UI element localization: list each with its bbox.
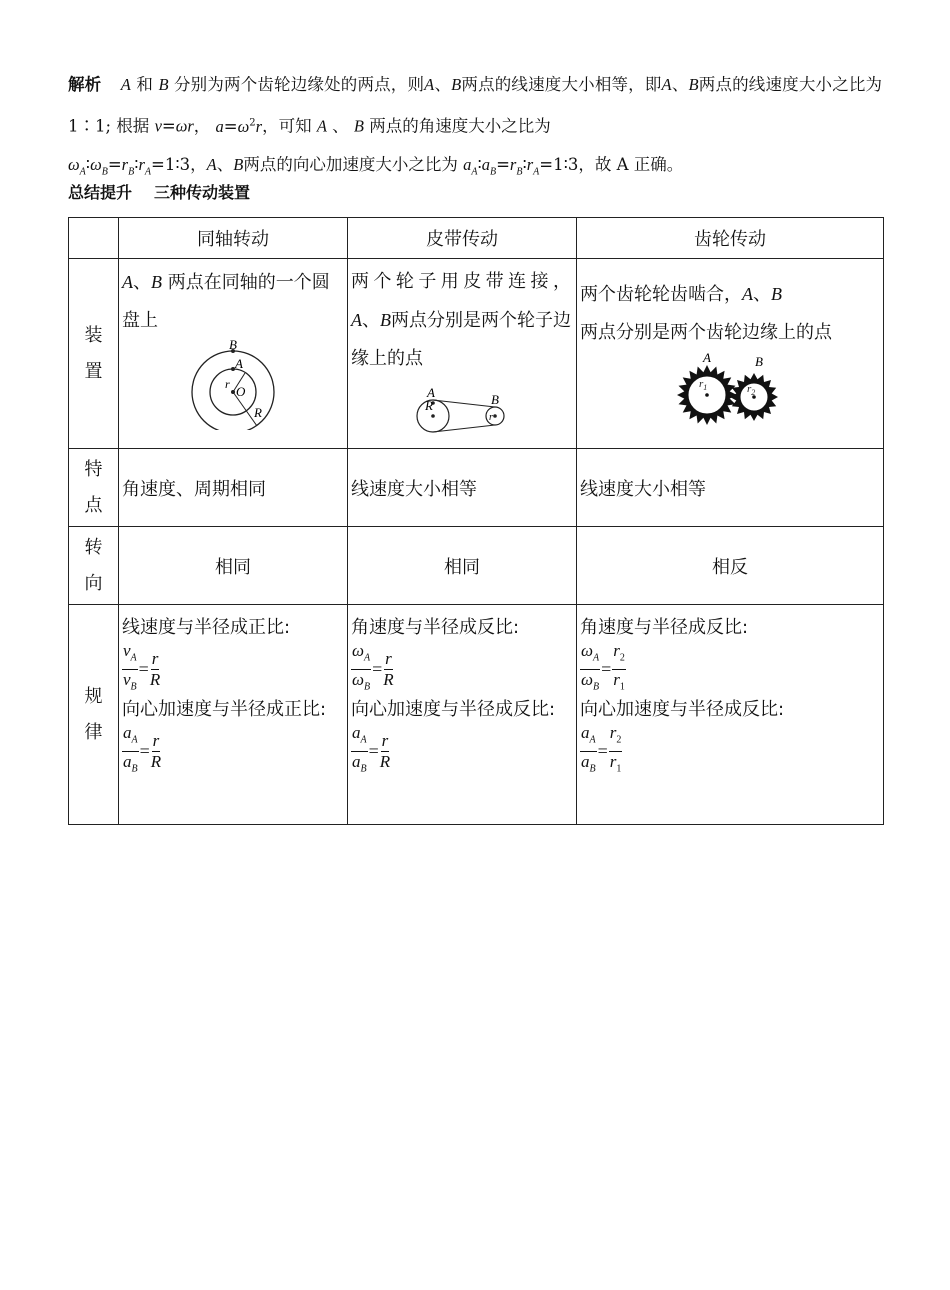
row-label-law: 规律 [69, 605, 119, 825]
formula-v: v=ωr [154, 116, 194, 136]
gear-large-icon [677, 365, 737, 425]
belt-pulley-figure [411, 378, 511, 438]
svg-text:r2: $r_2$ [747, 383, 756, 397]
row-label-direction: 转向 [69, 527, 119, 605]
header-belt: 皮带传动 [348, 218, 577, 259]
svg-text:A: A [703, 352, 711, 365]
formula-omega-ratio: $\frac{\omega_A}{\omega_B}$ = $\frac{r_2}{r_1}$ [581, 641, 625, 692]
cell-device-belt: 两个轮子用皮带连接， A、B两点分别是两个轮子边缘上的点 A R B r [348, 259, 577, 449]
formula-a-ratio: $\frac{a_A}{a_B}$ = $\frac{r_2}{r_1}$ [581, 723, 622, 774]
analysis-text: 两点的向心加速度大小之比为 [243, 154, 458, 174]
svg-text:A: A [427, 385, 435, 400]
row-label-device: 装置 [69, 259, 119, 449]
analysis-text: ， [193, 116, 211, 136]
analysis-text: 、 [332, 116, 349, 136]
cell-law-coaxial: 线速度与半径成正比: $\frac{v_A}{v_B}$ = $\frac{r}{R}$ 向心加速度与半径成正比: $\frac{a_A}{a_B}$ = $\frac{r}{R}$ [119, 605, 348, 825]
svg-text:B: B [491, 392, 499, 407]
svg-text:B: B [755, 354, 763, 369]
table-row-law [69, 605, 884, 825]
analysis-text: 、 [434, 75, 452, 94]
analysis-text: 、 [671, 75, 689, 94]
gear-mesh-figure [675, 352, 785, 427]
summary-label: 总结提升 [68, 183, 133, 202]
formula-v-ratio: $\frac{v_A}{v_B}$ = $\frac{r}{R}$ [123, 641, 161, 692]
cell-direction-gear: 相反 [577, 527, 884, 605]
cell-device-coaxial: A、B 两点在同轴的一个圆盘上 B A r O R [119, 259, 348, 449]
point-a: A [120, 75, 131, 94]
row-label-feature: 特点 [69, 449, 119, 527]
transmission-table [68, 217, 884, 825]
analysis-text: 、 [216, 154, 234, 174]
cell-law-gear: 角速度与半径成反比: $\frac{\omega_A}{\omega_B}$ = $\frac{r_2}{r_1}$ 向心加速度与半径成反比: $\frac{a_A}{a_B}$ = $\frac{r_2}{r_1}$ [577, 605, 884, 825]
table-row-device [69, 259, 884, 449]
table-row-feature [69, 449, 884, 527]
cell-feature-coaxial: 角速度、周期相同 [119, 449, 348, 527]
svg-text:R: R [254, 405, 262, 420]
analysis-text: 两点的角速度大小之比为 [369, 116, 551, 136]
svg-text:r: r [225, 377, 230, 391]
ratio-omega: $\omega_A∶\omega_B=r_B∶r_A=1∶3$ [68, 154, 191, 177]
analysis-text: ，可知 [262, 116, 312, 136]
formula-a-ratio: $\frac{a_A}{a_B}$ = $\frac{r}{R}$ [352, 723, 391, 774]
header-empty [69, 218, 119, 259]
header-coaxial: 同轴转动 [119, 218, 348, 259]
table-row-direction [69, 527, 884, 605]
svg-text:R: R [425, 398, 433, 413]
cell-device-gear: 两个齿轮轮齿啮合，A、B两点分别是两个齿轮边缘上的点 A B $r_1$ $r_2$ [577, 259, 884, 449]
analysis-label: 解析 [68, 75, 102, 94]
summary-title: 三种传动装置 [154, 183, 251, 202]
coaxial-disc-figure [183, 340, 283, 430]
cell-direction-coaxial: 相同 [119, 527, 348, 605]
cell-feature-belt: 线速度大小相等 [348, 449, 577, 527]
analysis-text: 两点的线速度大小相等，即 [461, 75, 662, 94]
formula-a-ratio: $\frac{a_A}{a_B}$ = $\frac{r}{R}$ [123, 723, 162, 774]
svg-text:r1: $r_1$ [699, 378, 708, 392]
analysis-text: 分别为两个齿轮边缘处的两点，则 [173, 75, 425, 94]
formula-a: $a=\omega^2r$ [215, 116, 263, 136]
gear-small-icon [730, 373, 778, 421]
analysis-text: 和 [136, 75, 154, 94]
analysis-text: ，故 A 正确。 [578, 154, 684, 174]
svg-text:A: A [235, 356, 243, 371]
analysis-paragraph: 解析 A 和 B 分别为两个齿轮边缘处的两点，则A、B两点的线速度大小相等，即A、B两点的线速度大小之比为 1∶1; 根据 v=ωr， $a=\omega^2r$，可知 A 、 B 两点的角速度大小之比为 $\omega_A∶\omega_B=r_B∶r_A=1∶3$，A、B两点的向心加速度大小之比为 $a_A∶a_B=r_B∶r_A=1∶3$，故 A 正确。 [68, 75, 883, 177]
cell-direction-belt: 相同 [348, 527, 577, 605]
formula-omega-ratio: $\frac{\omega_A}{\omega_B}$ = $\frac{r}{R}$ [352, 641, 394, 692]
analysis-text: 两点的线速度大小之比为 1∶1; 根据 [68, 75, 883, 136]
summary-heading [68, 179, 272, 207]
svg-text:O: O [236, 384, 246, 399]
point-b: B [158, 75, 169, 94]
table-header-row [69, 218, 884, 259]
svg-text:r: r [489, 412, 493, 423]
cell-law-belt: 角速度与半径成反比: $\frac{\omega_A}{\omega_B}$ = $\frac{r}{R}$ 向心加速度与半径成反比: $\frac{a_A}{a_B}$ = $\frac{r}{R}$ [348, 605, 577, 825]
ratio-accel: $a_A∶a_B=r_B∶r_A=1∶3$ [463, 154, 579, 177]
label-b: B [229, 340, 237, 352]
analysis-text: ， [190, 154, 207, 174]
cell-feature-gear: 线速度大小相等 [577, 449, 884, 527]
header-gear: 齿轮传动 [577, 218, 884, 259]
